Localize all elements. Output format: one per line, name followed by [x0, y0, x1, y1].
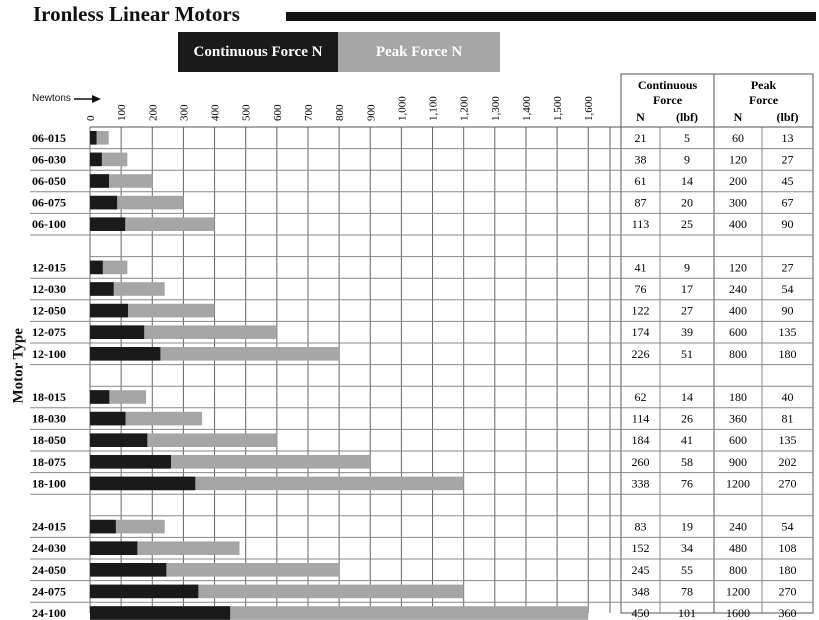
cell-cont-lbf: 19 — [681, 519, 693, 534]
cell-peak-n: 900 — [729, 454, 747, 469]
x-tick-label: 100 — [116, 104, 129, 121]
cell-cont-n: 450 — [631, 606, 650, 620]
cell-cont-lbf: 101 — [678, 606, 696, 620]
cell-peak-n: 800 — [729, 346, 747, 361]
cell-peak-n: 1200 — [726, 584, 750, 599]
x-tick-label: 900 — [365, 104, 378, 121]
x-tick-label: 1,600 — [583, 96, 596, 121]
bar-continuous — [90, 282, 114, 296]
cell-cont-lbf: 39 — [681, 325, 693, 340]
cell-peak-lbf: 90 — [781, 303, 794, 318]
page-title: Ironless Linear Motors — [33, 2, 240, 26]
motor-type-label: 12-015 — [32, 260, 66, 275]
cell-peak-n: 300 — [729, 195, 747, 210]
cell-peak-lbf: 360 — [778, 606, 797, 620]
x-tick-label: 500 — [240, 104, 253, 121]
bar-continuous — [90, 433, 147, 447]
bar-continuous — [90, 412, 125, 426]
x-tick-label: 1,100 — [427, 96, 440, 121]
cell-cont-lbf: 76 — [681, 476, 693, 491]
cell-peak-lbf: 67 — [781, 195, 794, 210]
cell-peak-n: 240 — [729, 282, 747, 296]
cell-peak-lbf: 270 — [778, 584, 797, 599]
cell-peak-n: 120 — [729, 260, 747, 275]
motor-type-label: 06-075 — [32, 195, 66, 210]
cell-cont-n: 338 — [631, 476, 650, 491]
x-tick-label: 200 — [147, 104, 160, 121]
cell-cont-n: 62 — [634, 390, 647, 404]
x-tick-label: 1,000 — [396, 96, 409, 121]
cell-peak-lbf: 27 — [781, 260, 794, 275]
cell-peak-lbf: 27 — [781, 152, 794, 167]
cell-cont-lbf: 78 — [681, 584, 693, 599]
cell-cont-lbf: 51 — [681, 346, 693, 361]
bar-continuous — [90, 585, 198, 599]
cell-peak-n: 240 — [729, 519, 747, 534]
cell-cont-lbf: 41 — [681, 433, 693, 448]
cell-cont-n: 38 — [634, 152, 647, 167]
legend-peak: Peak Force N — [338, 32, 500, 72]
cell-cont-lbf: 5 — [684, 130, 690, 145]
table-header-peak: Force — [748, 93, 779, 107]
cell-cont-lbf: 58 — [681, 454, 693, 469]
bar-continuous — [90, 606, 230, 620]
cell-peak-lbf: 270 — [778, 476, 797, 491]
legend-continuous: Continuous Force N — [178, 32, 338, 72]
table-header-unit: (lbf) — [676, 110, 698, 124]
motor-type-label: 24-050 — [32, 562, 66, 577]
motor-type-label: 06-030 — [32, 152, 66, 167]
cell-cont-n: 21 — [634, 130, 647, 145]
bar-continuous — [90, 304, 128, 318]
motor-type-label: 24-075 — [32, 584, 66, 599]
cell-cont-lbf: 27 — [681, 303, 693, 318]
cell-peak-lbf: 108 — [778, 541, 797, 556]
bar-continuous — [90, 153, 102, 167]
motor-type-label: 12-075 — [32, 325, 66, 340]
motor-type-label: 24-030 — [32, 541, 66, 556]
x-tick-label: 1,400 — [520, 96, 533, 121]
cell-peak-lbf: 54 — [781, 282, 794, 296]
cell-peak-lbf: 54 — [781, 519, 794, 534]
cell-cont-lbf: 14 — [681, 174, 693, 188]
cell-peak-lbf: 45 — [781, 174, 794, 188]
cell-cont-n: 348 — [631, 584, 650, 599]
cell-cont-lbf: 14 — [681, 390, 693, 404]
table-header-unit: N — [733, 110, 743, 124]
x-tick-label: 600 — [271, 104, 284, 121]
cell-cont-n: 260 — [631, 454, 650, 469]
cell-cont-n: 87 — [634, 195, 647, 210]
motor-type-label: 24-100 — [32, 606, 66, 620]
cell-peak-n: 200 — [729, 174, 747, 188]
cell-cont-n: 122 — [631, 303, 650, 318]
cell-peak-n: 60 — [732, 130, 744, 145]
cell-cont-n: 83 — [634, 519, 647, 534]
cell-cont-lbf: 26 — [681, 411, 693, 426]
cell-peak-n: 400 — [729, 217, 747, 232]
bar-continuous — [90, 325, 144, 339]
table-header-peak: Peak — [750, 78, 777, 92]
bar-continuous — [90, 477, 195, 491]
bar-continuous — [90, 196, 117, 210]
x-tick-label: 700 — [302, 104, 315, 121]
cell-peak-n: 800 — [729, 562, 747, 577]
motor-type-label: 18-075 — [32, 454, 66, 469]
bar-continuous — [90, 131, 97, 145]
cell-peak-n: 360 — [729, 411, 747, 426]
motor-type-label: 24-015 — [32, 519, 66, 534]
cell-cont-n: 113 — [631, 217, 650, 232]
x-tick-label: 1,300 — [489, 96, 502, 121]
bar-continuous — [90, 261, 103, 275]
cell-cont-lbf: 34 — [681, 541, 693, 556]
axis-hint-text: Newtons — [32, 93, 71, 104]
table-header-unit: (lbf) — [776, 110, 799, 124]
motor-type-label: 12-030 — [32, 282, 66, 296]
table-header-continuous: Continuous — [637, 78, 698, 92]
cell-cont-n: 152 — [631, 541, 650, 556]
cell-peak-lbf: 135 — [778, 433, 797, 448]
table-header-continuous: Force — [652, 93, 683, 107]
motor-type-label: 18-015 — [32, 390, 66, 404]
cell-peak-lbf: 180 — [778, 562, 797, 577]
cell-peak-lbf: 135 — [778, 325, 797, 340]
cell-peak-lbf: 13 — [781, 130, 794, 145]
cell-cont-n: 245 — [631, 562, 650, 577]
bar-continuous — [90, 217, 125, 231]
cell-peak-lbf: 81 — [781, 411, 794, 426]
cell-peak-n: 1600 — [726, 606, 750, 620]
cell-cont-n: 226 — [631, 346, 650, 361]
x-tick-label: 800 — [334, 104, 347, 121]
motor-type-label: 12-050 — [32, 303, 66, 318]
cell-peak-lbf: 180 — [778, 346, 797, 361]
bar-continuous — [90, 520, 116, 534]
cell-peak-lbf: 40 — [781, 390, 794, 404]
motor-type-label: 18-050 — [32, 433, 66, 448]
x-tick-label: 400 — [209, 104, 222, 121]
cell-peak-n: 600 — [729, 433, 747, 448]
cell-cont-n: 114 — [631, 411, 650, 426]
x-tick-label: 1,500 — [552, 96, 565, 121]
motor-type-label: 18-030 — [32, 411, 66, 426]
bar-continuous — [90, 174, 109, 188]
x-tick-label: 1,200 — [458, 96, 471, 121]
cell-cont-lbf: 9 — [684, 260, 690, 275]
motor-type-label: 06-015 — [32, 130, 66, 145]
cell-peak-lbf: 202 — [778, 454, 797, 469]
bar-continuous — [90, 455, 171, 469]
cell-cont-lbf: 55 — [681, 562, 693, 577]
cell-peak-lbf: 90 — [781, 217, 794, 232]
bar-continuous — [90, 390, 109, 404]
cell-cont-lbf: 20 — [681, 195, 693, 210]
cell-cont-lbf: 17 — [681, 282, 693, 296]
x-tick-label: 0 — [85, 115, 97, 121]
motor-type-label: 18-100 — [32, 476, 66, 491]
y-axis-label: Motor Type — [10, 328, 27, 404]
table-header-unit: N — [636, 110, 645, 124]
x-tick-label: 300 — [178, 104, 191, 121]
cell-cont-n: 184 — [631, 433, 650, 448]
bar-continuous — [90, 541, 137, 555]
cell-cont-n: 76 — [634, 282, 647, 296]
cell-cont-n: 61 — [634, 174, 647, 188]
motor-type-label: 06-050 — [32, 174, 66, 188]
cell-cont-n: 174 — [631, 325, 650, 340]
cell-cont-n: 41 — [634, 260, 647, 275]
cell-cont-lbf: 25 — [681, 217, 693, 232]
cell-peak-n: 180 — [729, 390, 747, 404]
motor-type-label: 06-100 — [32, 217, 66, 232]
motor-type-label: 12-100 — [32, 346, 66, 361]
cell-peak-n: 600 — [729, 325, 747, 340]
cell-peak-n: 120 — [729, 152, 747, 167]
bar-continuous — [90, 563, 166, 577]
cell-peak-n: 400 — [729, 303, 747, 318]
cell-cont-lbf: 9 — [684, 152, 690, 167]
cell-peak-n: 1200 — [726, 476, 750, 491]
cell-peak-n: 480 — [729, 541, 747, 556]
bar-continuous — [90, 347, 160, 361]
